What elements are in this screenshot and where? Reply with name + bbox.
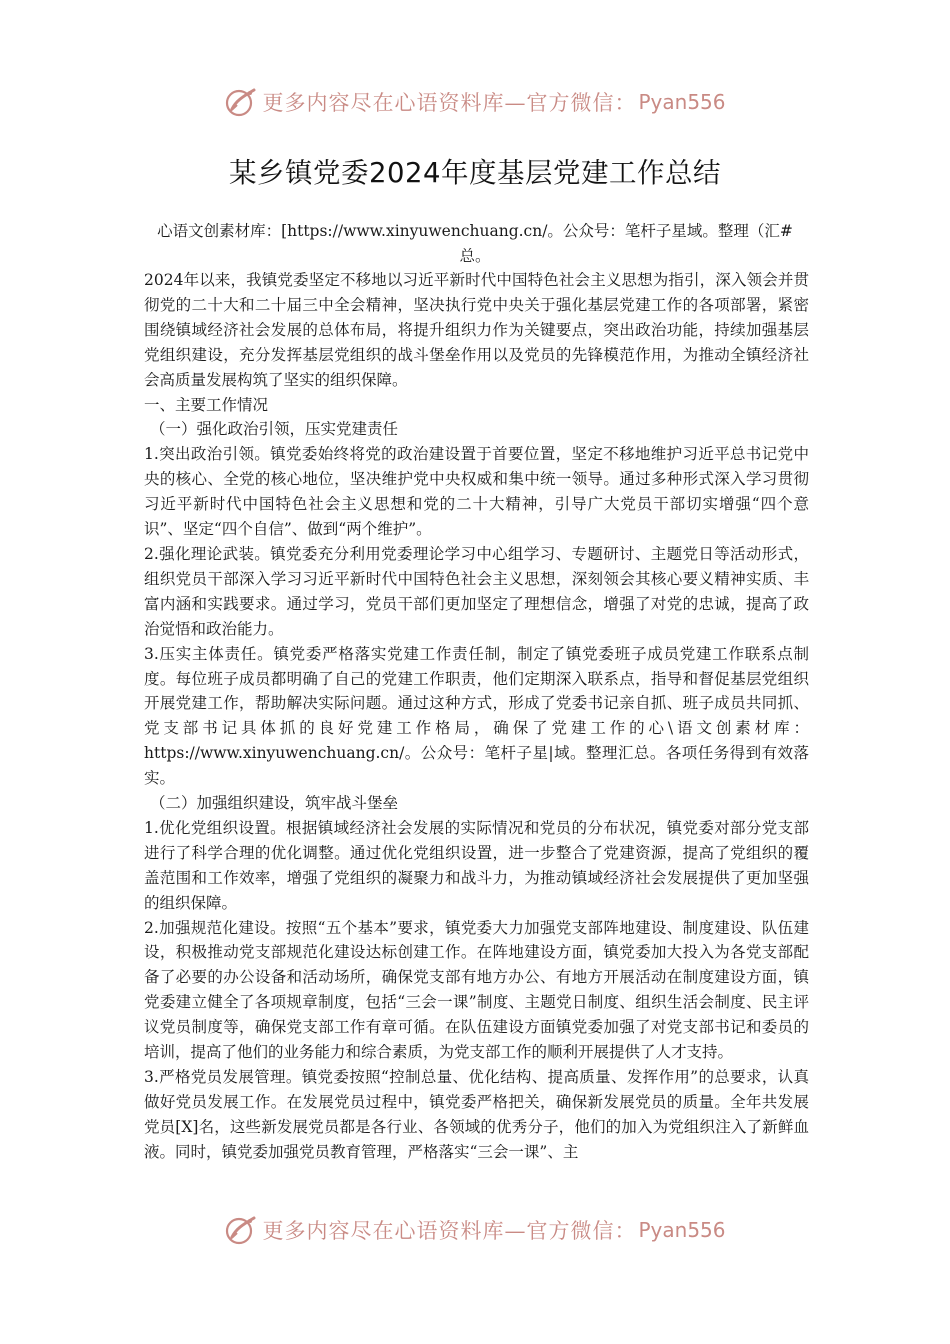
brush-logo-icon [224, 85, 258, 119]
document-title: 某乡镇党委2024年度基层党建工作总结 [229, 157, 721, 189]
paragraph-theory-study: 2.强化理论武装。镇党委充分利用党委理论学习中心组学习、专题研讨、主题党日等活动形式，组织党员干部深入学习习近平新时代中国特色社会主义思想，深刻领会其核心要义精神实质、丰富内涵和实践要求。通过学习，党员干部们更加坚定了理想信念，增强了对党的忠诚，提高了政治觉悟和政治能力。 [144, 544, 809, 638]
paragraph-member-development: 3.严格党员发展管理。镇党委按照“控制总量、优化结构、提高质量、发挥作用”的总要求，认真做好党员发展工作。在发展党员过程中，镇党委严格把关，确保新发展党员的质量。全年共发展党员[X]名，这些新发展党员都是各行业、各领域的优秀分子，他们的加入为党组织注入了新鲜血液。同时，镇党委加强党员教育管理，严格落实“三会一课”、主 [144, 1068, 809, 1161]
source-note: 心语文创素材库：[https://www.xinyuwenchuang.cn/。公众号：笔杆子星域。整理（汇#总。 [157, 222, 793, 265]
paragraph-standardization: 2.加强规范化建设。按照“五个基本”要求，镇党委大力加强党支部阵地建设、制度建设、队伍建设，积极推动党支部规范化建设达标创建工作。在阵地建设方面，镇党委加大投入为各党支部配备了必要的办公设备和活动场所，确保党支部有地方办公、有地方开展活动在制度建设方面，镇党委建立健全了各项规章制度，包括“三会一课”制度、主题党日制度、组织生活会制度、民主评议党员制度等，确保党支部工作有章可循。在队伍建设方面镇党委加强了对党支部书记和委员的培训，提高了他们的业务能力和综合素质，为党支部工作的顺利开展提供了人才支持。 [144, 918, 809, 1062]
subsection-heading-political-leadership: （一）强化政治引领，压实党建责任 [150, 420, 399, 439]
document-body [144, 268, 809, 1165]
watermark-wechat-id: Pyan556 [638, 1218, 726, 1242]
paragraph-optimize-organization: 1.优化党组织设置。根据镇域经济社会发展的实际情况和党员的分布状况，镇党委对部分党支部进行了科学合理的优化调整。通过优化党组织设置，进一步整合了党建资源，提高了党组织的覆盖范围和工作效率，增强了党组织的凝聚力和战斗力，为推动镇域经济社会发展提供了更加坚强的组织保障。 [144, 818, 809, 912]
watermark-text: 更多内容尽在心语资料库—官方微信： [262, 91, 637, 115]
brush-logo-icon [224, 1213, 258, 1247]
section-heading-main-work: 一、主要工作情况 [144, 395, 269, 414]
intro-paragraph: 2024年以来，我镇党委坚定不移地以习近平新时代中国特色社会主义思想为指引，深入领会并贯彻党的二十大和二十届三中全会精神，坚决执行党中央关于强化基层党建工作的各项部署，紧密围绕镇域经济社会发展的总体布局，将提升组织力作为关键要点，突出政治功能，持续加强基层党组织建设，充分发挥基层党组织的战斗堡垒作用以及党员的先锋模范作用，为推动全镇经济社会高质量发展构筑了坚实的组织保障。 [144, 271, 809, 389]
footer-watermark-banner [0, 1208, 950, 1252]
watermark-text: 更多内容尽在心语资料库—官方微信： [262, 1219, 637, 1243]
paragraph-main-responsibility: 3.压实主体责任。镇党委严格落实党建工作责任制，制定了镇党委班子成员党建工作联系点制度。每位班子成员都明确了自己的党建工作职责，他们定期深入联系点，指导和督促基层党组织开展党建工作，帮助解决实际问题。通过这种方式，形成了党委书记亲自抓、班子成员共同抓、党支部书记具体抓的良好党建工作格局，确保了党建工作的心\语文创素材库：https://www.xinyuwenchuang.cn/。公众号：笔杆子星|域。整理汇总。各项任务得到有效落实。 [144, 644, 809, 788]
header-watermark-banner [0, 80, 950, 124]
subsection-heading-organization-building: （二）加强组织建设，筑牢战斗堡垒 [150, 794, 399, 813]
watermark-wechat-id: Pyan556 [638, 90, 726, 114]
paragraph-political-leadership: 1.突出政治引领。镇党委始终将党的政治建设置于首要位置，坚定不移地维护习近平总书记党中央的核心、全党的核心地位，坚决维护党中央权威和集中统一领导。通过多种形式深入学习贯彻习近平新时代中国特色社会主义思想和党的二十大精神，引导广大党员干部切实增强“四个意识”、坚定“四个自信”、做到“两个维护”。 [144, 445, 809, 539]
